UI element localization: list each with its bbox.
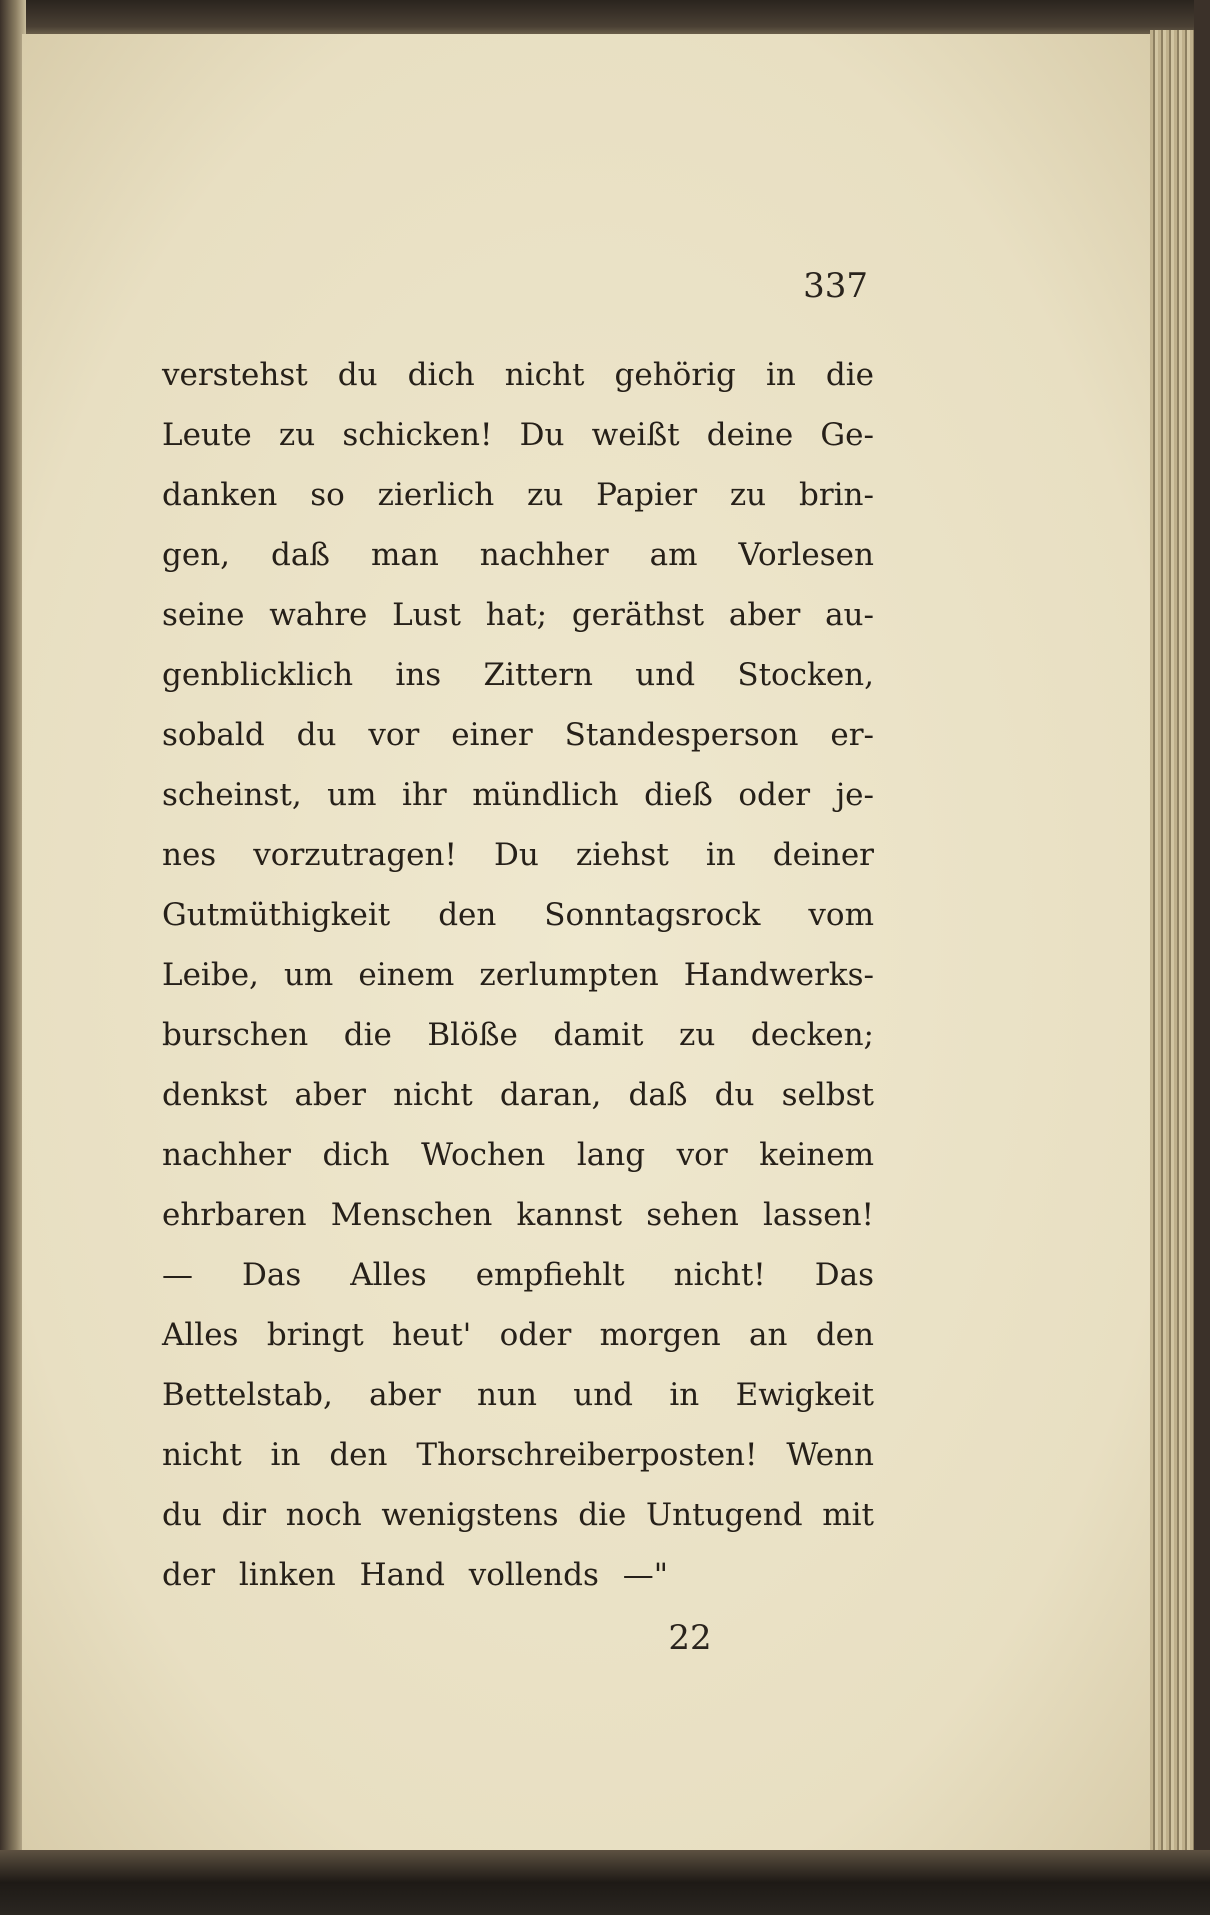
text-line: nes vorzutragen! Du ziehst in deiner xyxy=(162,837,874,873)
text-line: Leute zu schicken! Du weißt deine Ge- xyxy=(162,417,874,453)
scan-top-border xyxy=(0,0,1210,38)
text-line: Leibe, um einem zerlumpten Handwerks- xyxy=(162,957,874,993)
text-line: danken so zierlich zu Papier zu brin- xyxy=(162,477,874,513)
text-line: nicht in den Thorschreiberposten! Wenn xyxy=(162,1437,874,1473)
text-line: sobald du vor einer Standesperson er- xyxy=(162,717,874,753)
text-line: Bettelstab, aber nun und in Ewigkeit xyxy=(162,1377,874,1413)
scan-bottom-border xyxy=(0,1850,1210,1915)
text-line: verstehst du dich nicht gehörig in die xyxy=(162,357,874,393)
page-number: 337 xyxy=(803,266,868,306)
text-line: burschen die Blöße damit zu decken; xyxy=(162,1017,874,1053)
text-line: — Das Alles empfiehlt nicht! Das xyxy=(162,1257,874,1293)
page-stack-edges xyxy=(1150,30,1194,1860)
text-line: denkst aber nicht daran, daß du selbst xyxy=(162,1077,874,1113)
text-line: ehrbaren Menschen kannst sehen lassen! xyxy=(162,1197,874,1233)
text-line: scheinst, um ihr mündlich dieß oder je- xyxy=(162,777,874,813)
text-line: nachher dich Wochen lang vor keinem xyxy=(162,1137,874,1173)
text-line: du dir noch wenigstens die Untugend mit xyxy=(162,1497,874,1533)
text-line: gen, daß man nachher am Vorlesen xyxy=(162,537,874,573)
text-line: genblicklich ins Zittern und Stocken, xyxy=(162,657,874,693)
book-cover-edge xyxy=(1194,0,1210,1915)
text-line: der linken Hand vollends —" xyxy=(162,1557,668,1593)
text-line: Gutmüthigkeit den Sonntagsrock vom xyxy=(162,897,874,933)
text-line: seine wahre Lust hat; geräthst aber au- xyxy=(162,597,874,633)
signature-mark: 22 xyxy=(668,1618,712,1658)
text-line: Alles bringt heut' oder morgen an den xyxy=(162,1317,874,1353)
body-text xyxy=(162,345,874,1605)
